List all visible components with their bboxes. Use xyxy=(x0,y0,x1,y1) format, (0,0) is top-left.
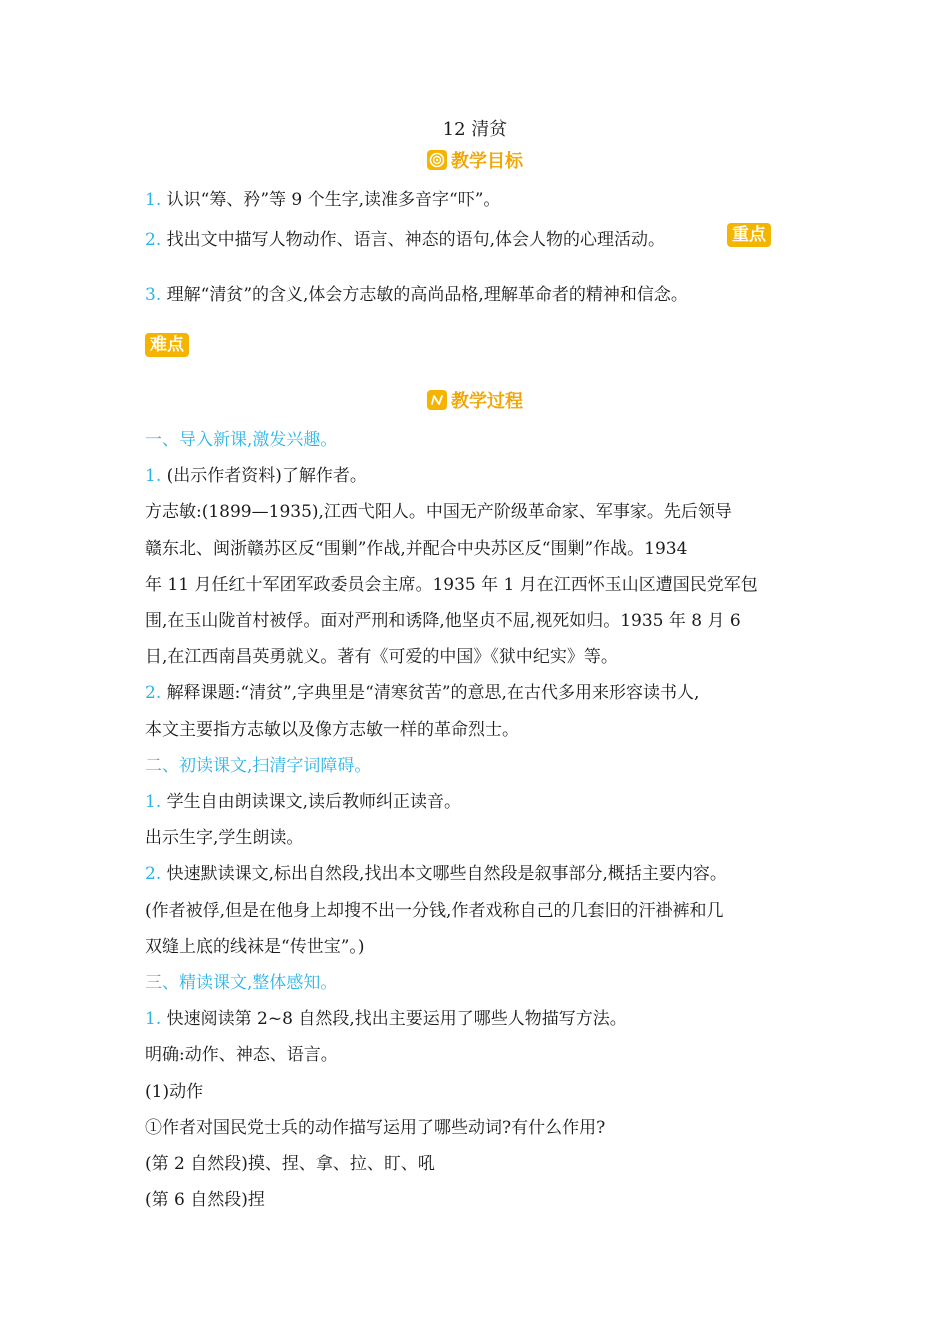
teaching-goals-heading-text: 教学目标 xyxy=(451,151,523,172)
lesson-title: 12 清贫 xyxy=(442,119,508,140)
process-text-line: 方志敏:(1899—1935),江西弋阳人。中国无产阶级革命家、军事家。先后领导 xyxy=(145,502,732,523)
process-text-line: (1)动作 xyxy=(145,1081,204,1102)
process-section-heading: 二、初读课文,扫清字词障碍。 xyxy=(145,755,372,776)
target-icon xyxy=(427,150,447,170)
process-text-line: 出示生字,学生朗读。 xyxy=(145,828,304,849)
process-text-line: 日,在江西南昌英勇就义。著有《可爱的中国》《狱中纪实》等。 xyxy=(145,647,618,668)
process-numbered-item: 1. 快速阅读第 2~8 自然段,找出主要运用了哪些人物描写方法。 xyxy=(145,1009,627,1030)
difficult-point-tag: 难点 xyxy=(145,333,189,357)
process-section-heading: 三、精读课文,整体感知。 xyxy=(145,973,338,993)
process-icon xyxy=(427,390,447,410)
process-text-line: (第 2 自然段)摸、捏、拿、拉、盯、吼 xyxy=(145,1154,435,1174)
process-text-line: ①作者对国民党士兵的动作描写运用了哪些动词?有什么作用? xyxy=(145,1117,606,1138)
key-point-tag: 重点 xyxy=(727,223,771,247)
process-text-line: 年 11 月任红十军团军政委员会主席。1935 年 1 月在江西怀玉山区遭国民党军包 xyxy=(145,574,758,595)
process-numbered-item: 2. 快速默读课文,标出自然段,找出本文哪些自然段是叙事部分,概括主要内容。 xyxy=(145,864,727,885)
process-text-line: 围,在玉山陇首村被俘。面对严刑和诱降,他坚贞不屈,视死如归。1935 年 8 月 6 xyxy=(145,611,741,631)
teaching-process-heading-text: 教学过程 xyxy=(451,391,523,412)
goal-item-2: 2. 找出文中描写人物动作、语言、神态的语句,体会人物的心理活动。 xyxy=(145,230,666,250)
goal-item-3: 3. 理解“清贫”的含义,体会方志敏的高尚品格,理解革命者的精神和信念。 xyxy=(145,285,688,305)
process-text-line: 双缝上底的线袜是“传世宝”。) xyxy=(145,936,365,957)
process-text-line: 明确:动作、神态、语言。 xyxy=(145,1045,338,1066)
process-text-line: 赣东北、闽浙赣苏区反“围剿”作战,并配合中央苏区反“围剿”作战。1934 xyxy=(145,538,688,559)
goal-item-1: 1. 认识“筹、矜”等 9 个生字,读准多音字“吓”。 xyxy=(145,190,501,210)
process-numbered-item: 2. 解释课题:“清贫”,字典里是“清寒贫苦”的意思,在古代多用来形容读书人, xyxy=(145,683,700,704)
process-text-line: 本文主要指方志敏以及像方志敏一样的革命烈士。 xyxy=(145,719,519,740)
process-section-heading: 一、导入新课,激发兴趣。 xyxy=(145,430,338,450)
teaching-process-heading xyxy=(0,389,950,415)
process-text-line: (作者被俘,但是在他身上却搜不出一分钱,作者戏称自己的几套旧的汗褂裤和几 xyxy=(145,900,724,921)
process-text-line: (第 6 自然段)捏 xyxy=(145,1190,265,1211)
process-numbered-item: 1. (出示作者资料)了解作者。 xyxy=(145,466,367,487)
process-numbered-item: 1. 学生自由朗读课文,读后教师纠正读音。 xyxy=(145,792,462,812)
teaching-goals-heading xyxy=(0,149,950,175)
